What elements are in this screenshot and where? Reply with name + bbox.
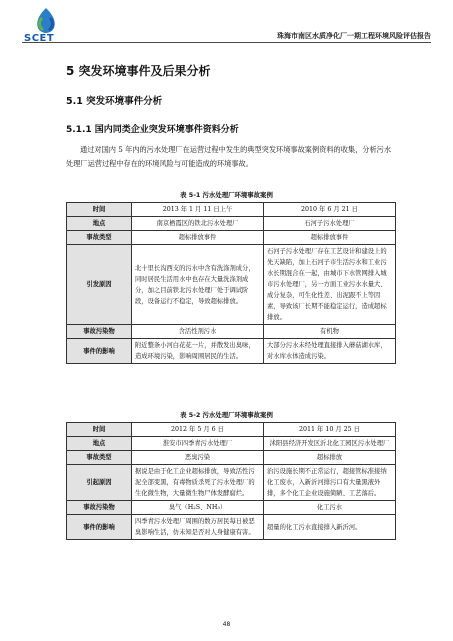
row-label: 时间: [67, 423, 132, 437]
row-label: 引发原因: [67, 245, 132, 325]
table-row: [67, 339, 396, 364]
row-label: 地点: [67, 437, 132, 451]
section-heading: 5.1 突发环境事件分析: [66, 96, 163, 107]
table-row: [67, 515, 396, 540]
table-cell: 有机物: [264, 325, 396, 339]
table-cell: 臭气（H₂S、NH₃）: [132, 501, 264, 515]
table-cell: 超标排放: [264, 451, 396, 465]
table-cell: 2012 年 5 月 6 日: [132, 423, 264, 437]
table-cell: 石河子污水处理厂存在工艺设计和建设上的先天缺陷，加上石河子市生活污水和工业污水长期混合在一起，由城市下水管网排入城市污水处理厂，另一方面工业污水水量大、成分复杂，可生化性差、出泥跟不上等因素，导致该厂长期不能稳定运行，造成超标排放。: [264, 245, 396, 325]
table-cell: 化工污水: [264, 501, 396, 515]
table-cell: 南京栖霞区的铁北污水处理厂: [132, 217, 264, 231]
table-row: [67, 501, 396, 515]
table-cell: 含活性剂污水: [132, 325, 264, 339]
row-label: 事故类型: [67, 451, 132, 465]
table-cell: 超量的化工污水直接排入新沂河。: [264, 515, 396, 540]
logo-text: SCET: [24, 33, 55, 44]
table-cell: 大部分污水未经处理直接排入蘑菇湖水库，对水库水体造成污染。: [264, 339, 396, 364]
table-cell: 治污设施长期不正常运行，超接管标准接纳化工废水，入新沂河排污口有大量黑液外排，多个化工企业设施简陋、工艺落后。: [264, 465, 396, 501]
table-cell: 超标排放事件: [132, 231, 264, 245]
table-cell: 北十里长沟西支的污水中含有洗涤剂成分，同时居民生活用水中也存在大量洗涤剂成分，加之目前铁北污水处理厂处于调试阶段，设备运行不稳定，导致超标排放。: [132, 245, 264, 325]
table-cell: 淮安市四季青污水处理厂: [132, 437, 264, 451]
row-label: 地点: [67, 217, 132, 231]
table-cell: 附近整条小河白花花一片，并散发出臭味，造成环境污染，影响周围居民的生活。: [132, 339, 264, 364]
table-row: [67, 437, 396, 451]
row-label: 事故污染物: [67, 325, 132, 339]
table2-caption: 表 5-2 污水处理厂环境事故案例: [180, 411, 273, 419]
table-cell: 2011 年 10 月 25 日: [264, 423, 396, 437]
table-row: [67, 451, 396, 465]
table-row: [67, 465, 396, 501]
table-row: [67, 245, 396, 325]
row-label: 事故污染物: [67, 501, 132, 515]
table-cell: 沭阳县经济开发区沂北化工园区污水处理厂: [264, 437, 396, 451]
report-title: 珠海市南区水质净化厂一期工程环境风险评估报告: [277, 32, 431, 40]
row-label: 事件的影响: [67, 515, 132, 540]
table1-caption: 表 5-1 污水处理厂环境事故案例: [180, 191, 273, 199]
table-row: [67, 217, 396, 231]
table-cell: 2013 年 1 月 11 日上午: [132, 203, 264, 217]
row-label: 事件的影响: [67, 339, 132, 364]
table-cell: 2010 年 6 月 21 日: [264, 203, 396, 217]
table-cell: 四季青污水处理厂周围的数万居民每日被恶臭影响生活，仿未知是否对人身健康有害。: [132, 515, 264, 540]
page-number: 48: [222, 621, 231, 628]
table-row: [67, 325, 396, 339]
accident-table-1: [66, 202, 396, 364]
body-paragraph: 通过对国内 5 年内的污水处理厂在运营过程中发生的典型突发环境事故案例资料的收集，分析污水处理厂运营过程中存在的环境风险与可能造成的环境事故。: [66, 145, 392, 168]
accident-table-2: [66, 422, 396, 540]
row-label: 引起原因: [67, 465, 132, 501]
row-label: 时间: [67, 203, 132, 217]
table-cell: 据说是由于化工企业超标排放，导致活性污泥全部变黑，有毒物质杀死了污水处理厂的生化微生物，大量微生物尸体发酵腐烂。: [132, 465, 264, 501]
table-row: [67, 423, 396, 437]
chapter-heading: 5 突发环境事件及后果分析: [66, 64, 211, 78]
subsection-heading: 5.1.1 国内同类企业突发环境事件资料分析: [66, 125, 239, 135]
table-cell: 恶臭污染: [132, 451, 264, 465]
table-row: [67, 231, 396, 245]
table-row: [67, 203, 396, 217]
page-header: [0, 0, 453, 46]
table-cell: 石河子污水处理厂: [264, 217, 396, 231]
header-divider: [22, 42, 431, 43]
table-cell: 超标排放事件: [264, 231, 396, 245]
row-label: 事故类型: [67, 231, 132, 245]
